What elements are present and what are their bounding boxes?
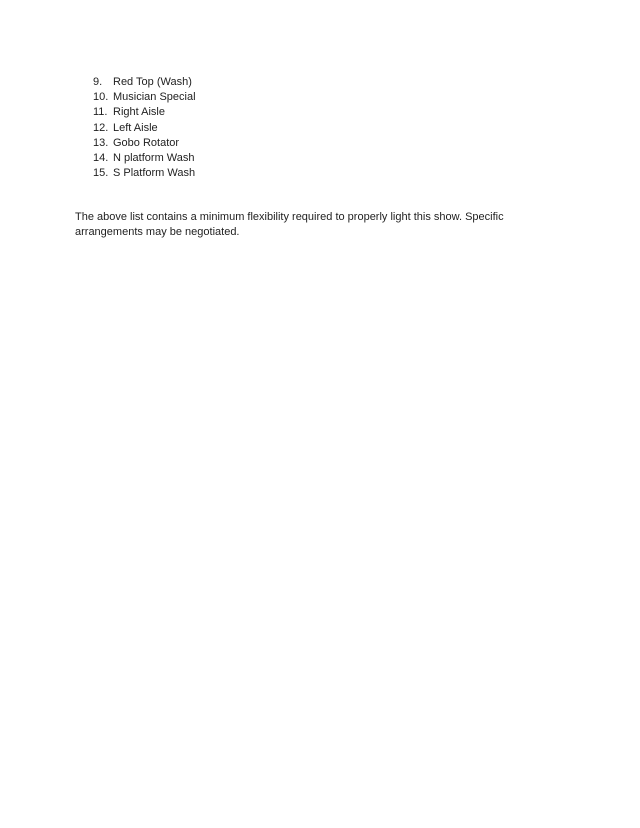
list-item-label: N platform Wash [113,152,195,165]
list-item-number: 12. [93,121,109,134]
list-item-number: 11. [93,106,108,119]
list-item [93,75,196,90]
list-item-number: 9. [93,76,103,88]
list-item [93,121,196,136]
list-item [93,151,196,166]
list-item-label: Left Aisle [113,121,158,134]
numbered-list [93,75,196,181]
list-item-label: S Platform Wash [113,167,196,180]
list-item-label: Musician Special [113,91,196,104]
list-item-label: Right Aisle [113,106,165,119]
list-item-label: Gobo Rotator [113,136,180,149]
list-item [93,136,196,151]
list-item [93,105,196,120]
list-item-number: 10. [93,91,109,104]
closing-paragraph: The above list contains a minimum flexibility required to properly light this show. Specific arrangements may be negotiated. [75,211,504,239]
list-item-label: Red Top (Wash) [113,76,192,88]
list-item [93,166,196,181]
list-item-number: 14. [93,152,109,165]
list-item [93,90,196,105]
list-item-number: 15. [93,167,109,180]
list-item-number: 13. [93,136,109,149]
